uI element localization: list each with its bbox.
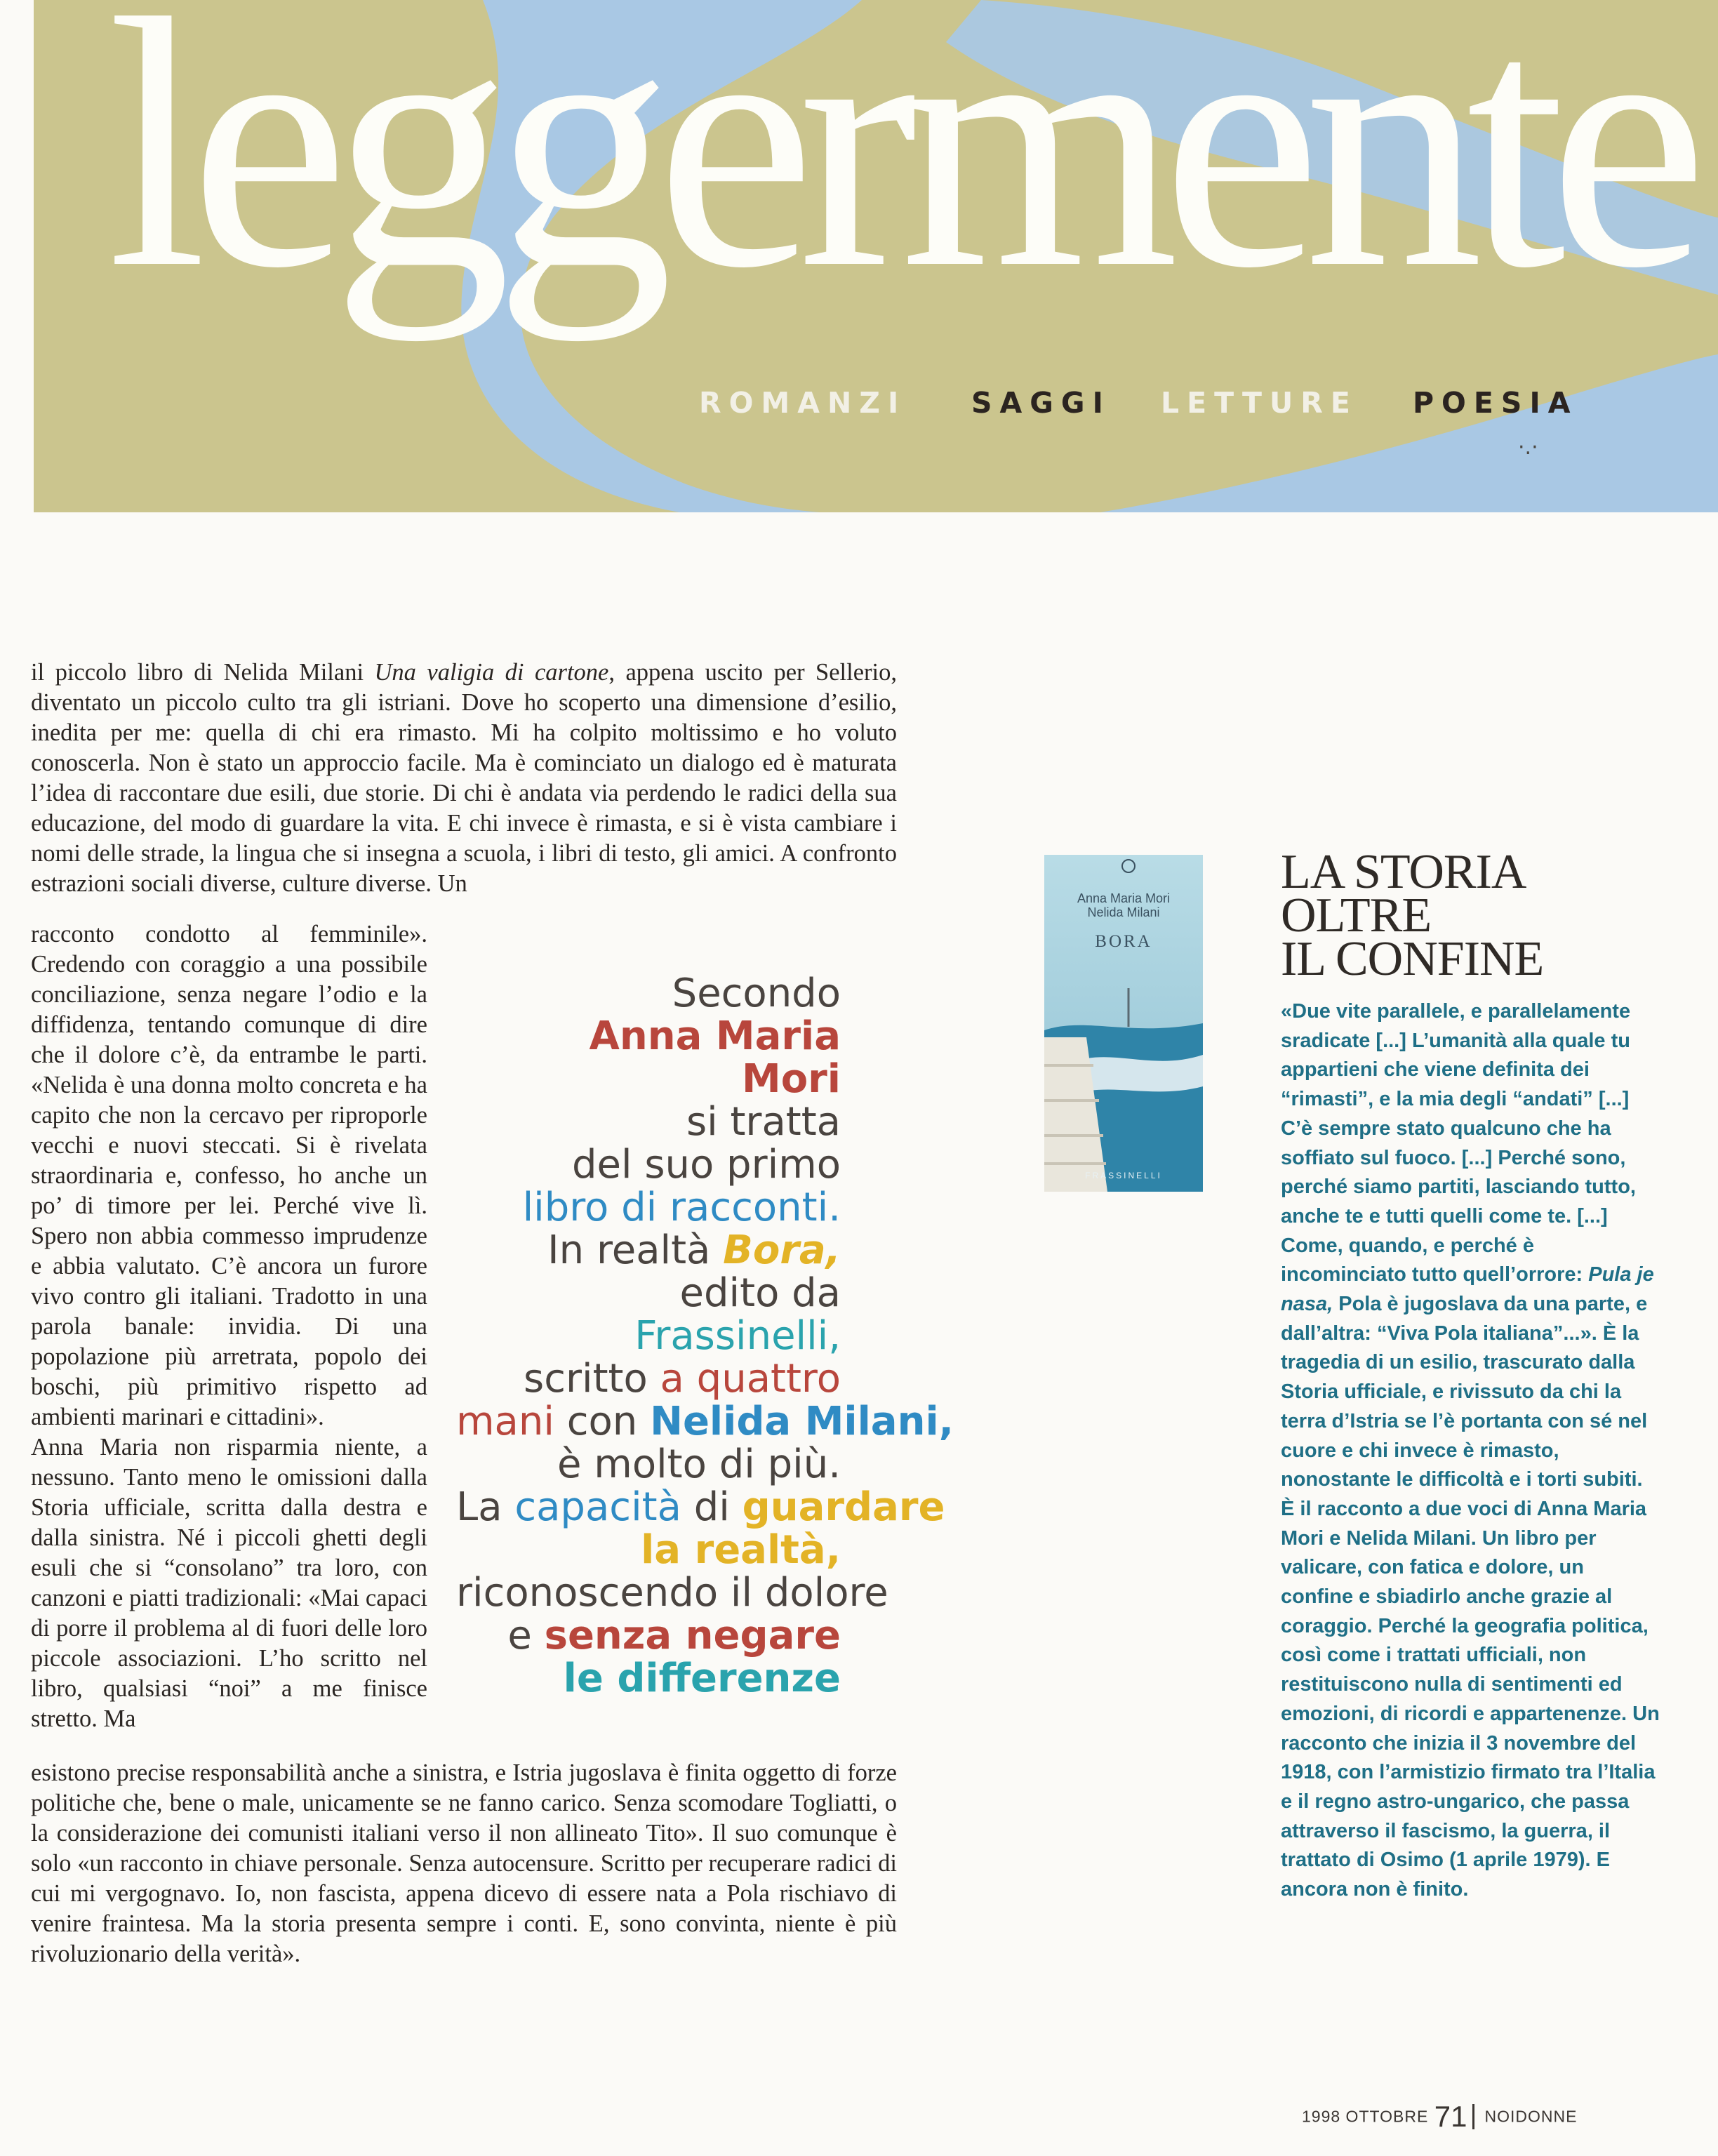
quote-word: scritto	[524, 1356, 660, 1402]
quote-word: La	[456, 1484, 515, 1530]
cover-author: Nelida Milani	[1087, 905, 1160, 919]
quote-line: le differenze	[563, 1656, 841, 1701]
nav-letture[interactable]: LETTURE	[1161, 386, 1358, 420]
book-cover-image	[1044, 855, 1203, 1192]
pull-quote	[456, 971, 954, 1701]
paragraph: Anna Maria non risparmia niente, a nessuno. Tanto meno le omissioni dalla Storia ufficiale, scritta dalla destra e dalla sinistra. Né i piccoli ghetti degli esuli che si “consolano” tra loro, con canzoni e piatti tradizionali: «Mai capaci di porre il problema al di fuori delle loro piccole associazioni. L’ho scritto nel libro, qualsiasi “noi” a me finisce stretto. Ma	[31, 1434, 427, 1732]
quote-line	[456, 1357, 841, 1400]
quote-line	[456, 1484, 945, 1530]
sidebar-text-run: «Due vite parallele, e parallelamente sradicate [...] L’umanità alla quale tu appartieni che viene definita dei “rimasti”, e la mia degli “andati” [...] C’è sempre stato qualcuno che ha soffiato sul fuoco. [...] Perché sono, perché siamo partiti, lasciando tutto, anche te e tutti quelli come te. [...] Come, quando, e perché è incominciato tutto quell’orrore:	[1281, 1000, 1636, 1286]
quote-word: di racconti.	[608, 1185, 841, 1230]
magazine-name: NOIDONNE	[1484, 2107, 1578, 2126]
sidebar-italic-run: Pula je nasa,	[1281, 1263, 1654, 1316]
quote-word: con	[554, 1399, 651, 1444]
footer-divider	[1472, 2104, 1474, 2129]
quote-line: la realtà,	[641, 1527, 841, 1573]
quote-word: senza negare	[544, 1613, 841, 1658]
sidebar-text	[1281, 997, 1660, 1905]
quote-word: libro	[522, 1185, 609, 1230]
quote-word: Nelida Milani,	[650, 1399, 954, 1444]
quote-line: Secondo	[672, 971, 841, 1016]
page-footer	[1302, 2100, 1577, 2134]
section-header	[34, 0, 1718, 512]
paragraph: esistono precise responsabilità anche a sinistra, e Istria jugoslava è finita oggetto di forze politiche che, bene o male, unicamente se ne fanno carico. Senza scomodare Togliatti, o la considerazione dei comunisti italiani verso il non allineato Tito». Il suo comunque è solo «un racconto in chiave personale. Senza autocensure. Scritto per recuperare radici di cui mi vergognavo. Io, non fascista, appena dicevo di essere nata a Pola rischiavo di venire fraintesa. Ma la storia presenta sempre i conti. E, sono convinta, niente è più rivoluzionario della verità».	[31, 1759, 897, 1967]
quote-line-name: Mori	[741, 1056, 841, 1102]
quote-line: edito da	[679, 1270, 841, 1316]
cover-title: BORA	[1095, 932, 1152, 951]
cover-publisher: FRASSINELLI	[1085, 1171, 1162, 1180]
article-bottom-paragraph	[31, 1758, 897, 1969]
nav-saggi[interactable]: SAGGI	[971, 386, 1111, 420]
quote-word: a quattro	[660, 1356, 841, 1402]
quote-word: capacità	[514, 1484, 681, 1530]
quote-line: del suo primo	[571, 1142, 841, 1187]
section-masthead: leggermente	[107, 0, 1691, 342]
sidebar-title-line: LA STORIA	[1281, 845, 1526, 899]
quote-line	[456, 1229, 841, 1272]
sidebar-title-line: OLTRE	[1281, 889, 1432, 943]
quote-line	[456, 1186, 841, 1229]
quote-line-publisher: Frassinelli,	[634, 1313, 841, 1359]
quote-line: è molto di più.	[557, 1442, 841, 1487]
quote-line-name: Anna Maria	[589, 1013, 841, 1059]
sidebar-title	[1281, 845, 1544, 986]
quote-word: di	[681, 1484, 743, 1530]
book-title-italic: Una valigia di cartone	[374, 659, 609, 686]
cover-authors	[1044, 891, 1203, 919]
decorative-dots: ·.·	[1518, 435, 1538, 460]
quote-line	[456, 1399, 954, 1444]
quote-word: mani	[456, 1399, 554, 1444]
quote-line	[456, 1614, 841, 1657]
cover-author: Anna Maria Mori	[1077, 891, 1171, 905]
article-top-paragraph	[31, 658, 897, 899]
quote-book-title: Bora,	[723, 1227, 841, 1273]
page-number: 71	[1434, 2100, 1467, 2133]
nav-poesia[interactable]: POESIA	[1413, 386, 1578, 420]
nav-romanzi[interactable]: ROMANZI	[699, 386, 907, 420]
quote-line: si tratta	[686, 1099, 841, 1145]
quote-word: e	[507, 1613, 545, 1658]
quote-word: guardare	[742, 1484, 945, 1530]
text-run: , appena uscito per Sellerio, diventato un piccolo culto tra gli istriani. Dove ho scoperto una dimensione d’esilio, inedita per me: quella di chi era rimasto. Mi ha colpito moltissimo e ho voluto conoscerla. Non è stato un approccio facile. Ma è cominciato un dialogo ed è maturata l’idea di raccontare due esili, due storie. Di chi è andata via perdendo le radici della sua educazione, del modo di guardare la vita. E chi invece è rimasta, e si è vista cambiare i nomi delle strade, la lingua che si insegna a scuola, i libri di testo, gli amici. A confronto estrazioni sociali diverse, culture diverse. Un	[31, 659, 897, 897]
text-run: il piccolo libro di Nelida Milani	[31, 659, 375, 686]
quote-line: riconoscendo il dolore	[456, 1570, 888, 1616]
sidebar-text-run: Pola è jugoslava da una parte, e dall’altra: “Viva Pola italiana”...». È la tragedia di un esilio, trascurato dalla Storia ufficiale, e rivissuto da chi la terra d’Istria se l’è portanta con sé nel cuore e chi invece è rimasto, nonostante le difficoltà e i torti subiti. È il racconto a due voci di Anna Maria Mori e Nelida Milani. Un libro per valicare, con fatica e dolore, un confine e sbiadirlo anche grazie al coraggio. Perché la geografia politica, così come i trattati ufficiali, non restituiscono nulla di sentimenti ed emozioni, di ricordi e appartenenze. Un racconto che inizia il 3 novembre del 1918, con l’armistizio firmato tra l’Italia e il regno astro-ungarico, che passa attraverso il fascismo, la guerra, il trattato di Osimo (1 aprile 1979). E ancora non è finito.	[1281, 1293, 1660, 1901]
sidebar-title-line: IL CONFINE	[1281, 932, 1544, 986]
paragraph: racconto condotto al femminile». Credendo con coraggio a una possibile conciliazione, senza negare l’odio e la diffidenza, tentando comunque di dire che il dolore c’è, da entrambe le parti. «Nelida è una donna molto concreta e ha capito che non la cercavo per riproporle vecchi e nuovi steccati. Si è rivelata straordinaria e, confesso, ho anche un po’ di timore per lei. Perché vive lì. Spero non abbia commesso imprudenze e abbia valutato. C’è ancora un furore vivo contro gli italiani. Tradotto in una parola banale: invidia. Di una popolazione più arretrata, popolo dei boschi, più primitivo rispetto ad ambienti marinari e cittadini».	[31, 921, 427, 1430]
article-narrow-column	[31, 919, 427, 1734]
quote-word: In realtà	[547, 1227, 724, 1273]
issue-date: 1998 OTTOBRE	[1302, 2107, 1429, 2126]
